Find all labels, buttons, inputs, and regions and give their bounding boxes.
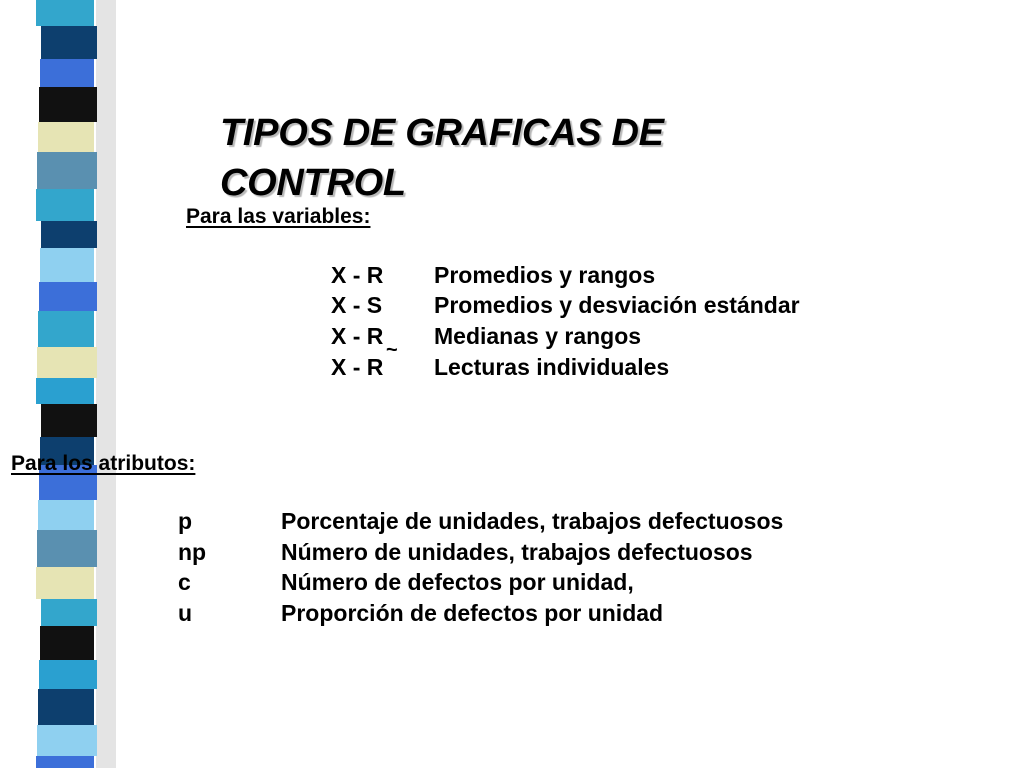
- ribbon-segment: [36, 189, 94, 221]
- ribbon-segment: [41, 26, 97, 59]
- ribbon-segment: [40, 248, 94, 282]
- attributes-code: np: [178, 539, 207, 565]
- ribbon-segment: [36, 756, 94, 768]
- variables-description: Medianas y rangos: [434, 323, 642, 349]
- ribbon-segment: [40, 626, 94, 660]
- title-line-1: TIPOS DE GRAFICAS DE: [220, 112, 664, 154]
- ribbon-segment: [41, 404, 97, 437]
- ribbon-segment: [36, 378, 94, 404]
- variables-description: Promedios y desviación estándar: [434, 292, 800, 318]
- ribbon-segment: [37, 725, 97, 756]
- ribbon-shadow: [96, 0, 116, 768]
- ribbon-segment: [41, 599, 97, 626]
- ribbon-segment: [38, 311, 94, 347]
- attributes-heading: Para los atributos:: [11, 452, 196, 475]
- variables-code: X - R: [331, 323, 384, 349]
- tilde-mark: ~: [386, 339, 398, 361]
- variables-description: Lecturas individuales: [434, 354, 670, 380]
- ribbon-segment: [37, 152, 97, 189]
- attributes-description: Número de defectos por unidad,: [281, 569, 634, 595]
- ribbon-segment: [38, 122, 94, 152]
- variables-code: X - R: [331, 354, 384, 380]
- variables-heading: Para las variables:: [186, 205, 371, 228]
- ribbon-segment: [39, 87, 97, 122]
- attributes-code: c: [178, 569, 191, 595]
- ribbon-segment: [40, 59, 94, 87]
- variables-description: Promedios y rangos: [434, 262, 656, 288]
- ribbon-segment: [37, 530, 97, 567]
- ribbon-segment: [36, 0, 94, 26]
- attributes-code: p: [178, 508, 193, 534]
- ribbon-segment: [39, 660, 97, 689]
- variables-code: X - S: [331, 292, 383, 318]
- ribbon-segment: [38, 500, 94, 530]
- ribbon-segment: [39, 282, 97, 311]
- ribbon-segment: [41, 221, 97, 248]
- variables-code: X - R: [331, 262, 384, 288]
- ribbon-segment: [37, 347, 97, 378]
- decorative-ribbon-border: [0, 0, 130, 768]
- attributes-description: Número de unidades, trabajos defectuosos: [281, 539, 753, 565]
- title-line-2: CONTROL: [220, 162, 406, 204]
- ribbon-segment: [36, 567, 94, 599]
- attributes-code: u: [178, 600, 193, 626]
- ribbon-segment: [38, 689, 94, 725]
- slide-title: [220, 108, 664, 208]
- attributes-description: Porcentaje de unidades, trabajos defectuosos: [281, 508, 784, 534]
- attributes-description: Proporción de defectos por unidad: [281, 600, 664, 626]
